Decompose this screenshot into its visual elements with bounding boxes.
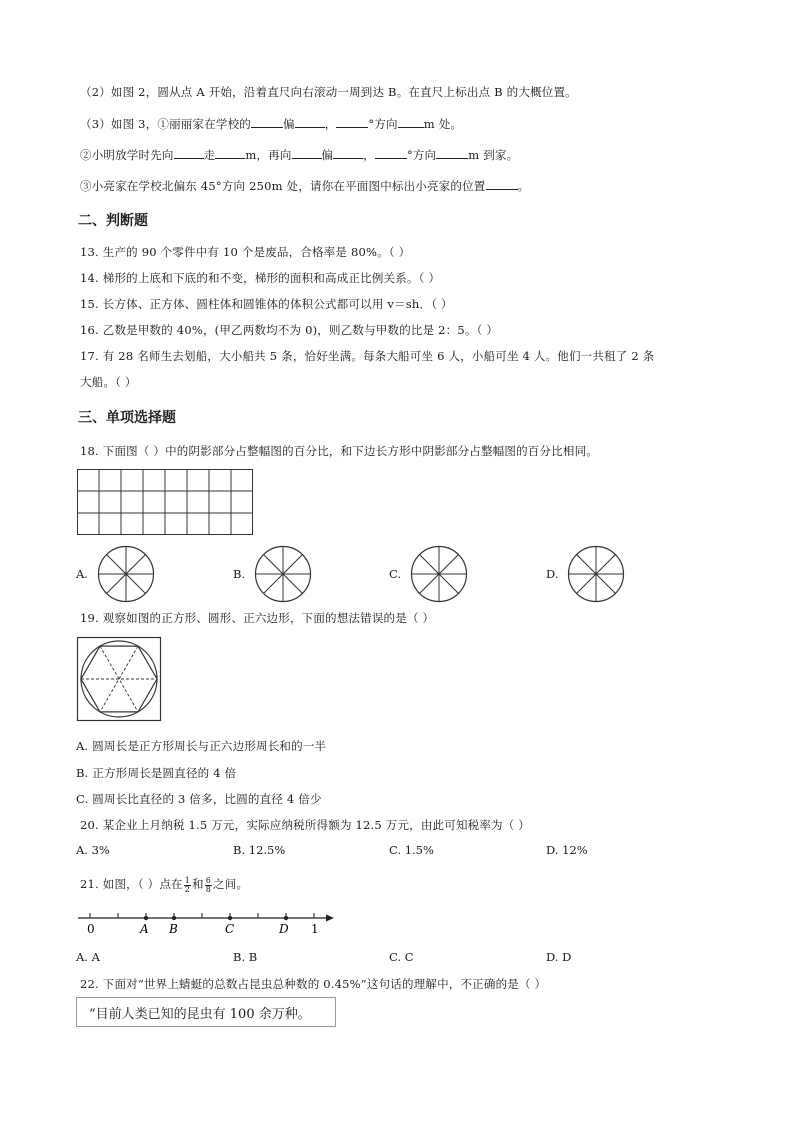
answer-blank[interactable] <box>336 116 368 128</box>
q21-option-d[interactable]: D. D <box>546 950 572 964</box>
q18-option-b-circle[interactable] <box>254 545 312 603</box>
section-title-choice: 三、单项选择题 <box>78 410 176 426</box>
q18-option-c-circle[interactable] <box>410 545 468 603</box>
answer-blank[interactable] <box>292 147 322 159</box>
answer-blank[interactable] <box>333 147 363 159</box>
answer-blank[interactable] <box>486 178 518 190</box>
answer-blank[interactable] <box>398 116 424 128</box>
number-line <box>78 908 340 944</box>
q21-option-b[interactable]: B. B <box>233 950 258 964</box>
tick-label-one: 1 <box>311 922 319 936</box>
point-label-b: B <box>169 922 178 936</box>
answer-blank[interactable] <box>295 116 325 128</box>
fraction-one-half: $\frac{1}{2}$ <box>184 875 191 894</box>
q3-line2: ②小明放学时先向 走 m，再向 偏 ， °方向 m 到家。 <box>80 148 519 162</box>
q18-option-a-circle[interactable] <box>97 545 155 603</box>
shaded-rectangle-grid <box>77 469 253 535</box>
answer-blank[interactable] <box>375 147 407 159</box>
arrow-right-icon <box>326 915 334 922</box>
q21-option-a[interactable]: A. A <box>76 950 100 964</box>
q18-option-c-label[interactable]: C. <box>389 567 402 581</box>
question-22: 22. 下面对“世界上蜻蜓的总数占昆虫总种数的 0.45%”这句话的理解中，不正确的是（ ） <box>80 977 547 991</box>
q2-line: （2）如图 2，圆从点 A 开始，沿着直尺向右滚动一周到达 B。在直尺上标出点 B 的大概位置。 <box>80 85 577 99</box>
question-17-cont: 大船。（ ） <box>80 375 137 389</box>
q19-option-b[interactable]: B. 正方形周长是圆直径的 4 倍 <box>76 766 237 780</box>
point-d-dot <box>284 916 288 920</box>
answer-blank[interactable] <box>251 116 283 128</box>
tick-label-zero: 0 <box>87 922 95 936</box>
question-19: 19. 观察如图的正方形、圆形、正六边形，下面的想法错误的是（ ） <box>80 611 435 625</box>
point-label-d: D <box>279 922 289 936</box>
q3-line1: （3）如图 3，①丽丽家在学校的 偏 ， °方向 m 处。 <box>80 117 463 131</box>
section-title-judgement: 二、判断题 <box>78 213 148 229</box>
question-14: 14. 梯形的上底和下底的和不变，梯形的面积和高成正比例关系。（ ） <box>80 271 441 285</box>
point-label-c: C <box>225 922 235 936</box>
q18-option-d-circle[interactable] <box>567 545 625 603</box>
q3-line3: ③小亮家在学校北偏东 45°方向 250m 处，请你在平面图中标出小亮家的位置 。 <box>80 179 530 193</box>
quote-box: “目前人类已知的昆虫有 100 余万种。 <box>76 997 336 1027</box>
point-a-dot <box>144 916 148 920</box>
answer-blank[interactable] <box>174 147 204 159</box>
question-13: 13. 生产的 90 个零件中有 10 个是废品，合格率是 80%。（ ） <box>80 245 411 259</box>
q20-option-d[interactable]: D. 12% <box>546 843 588 857</box>
question-18: 18. 下面图（ ）中的阴影部分占整幅图的百分比，和下边长方形中阴影部分占整幅图的百分比相同。 <box>80 444 598 458</box>
question-17: 17. 有 28 名师生去划船，大小船共 5 条，恰好坐满。每条大船可坐 6 人，小船可坐 4 人。他们一共租了 2 条 <box>80 349 655 363</box>
fraction-six-eighths: $\frac{6}{8}$ <box>205 875 212 894</box>
question-16: 16. 乙数是甲数的 40%，(甲乙两数均不为 0)，则乙数与甲数的比是 2：5。（ ） <box>80 323 499 337</box>
point-b-dot <box>172 916 176 920</box>
question-20: 20. 某企业上月纳税 1.5 万元，实际应纳税所得额为 12.5 万元，由此可知税率为（ ） <box>80 818 531 832</box>
answer-blank[interactable] <box>436 147 468 159</box>
q18-option-d-label[interactable]: D. <box>546 567 559 581</box>
q20-option-c[interactable]: C. 1.5% <box>389 843 434 857</box>
q18-option-b-label[interactable]: B. <box>233 567 246 581</box>
point-label-a: A <box>140 922 149 936</box>
point-c-dot <box>228 916 232 920</box>
q19-option-a[interactable]: A. 圆周长是正方形周长与正六边形周长和的一半 <box>76 739 327 753</box>
q21-option-c[interactable]: C. C <box>389 950 414 964</box>
square-circle-hexagon-figure <box>77 637 161 721</box>
question-15: 15. 长方体、正方体、圆柱体和圆锥体的体积公式都可以用 v＝sh．（ ） <box>80 297 453 311</box>
q20-option-b[interactable]: B. 12.5% <box>233 843 286 857</box>
q20-option-a[interactable]: A. 3% <box>76 843 110 857</box>
answer-blank[interactable] <box>215 147 245 159</box>
q18-option-a-label[interactable]: A. <box>76 567 88 581</box>
question-21: 21. 如图，（ ）点在 $\frac{1}{2}$ 和 $\frac{6}{8}$ 之间。 <box>80 875 249 894</box>
q19-option-c[interactable]: C. 圆周长比直径的 3 倍多，比圆的直径 4 倍少 <box>76 792 322 806</box>
